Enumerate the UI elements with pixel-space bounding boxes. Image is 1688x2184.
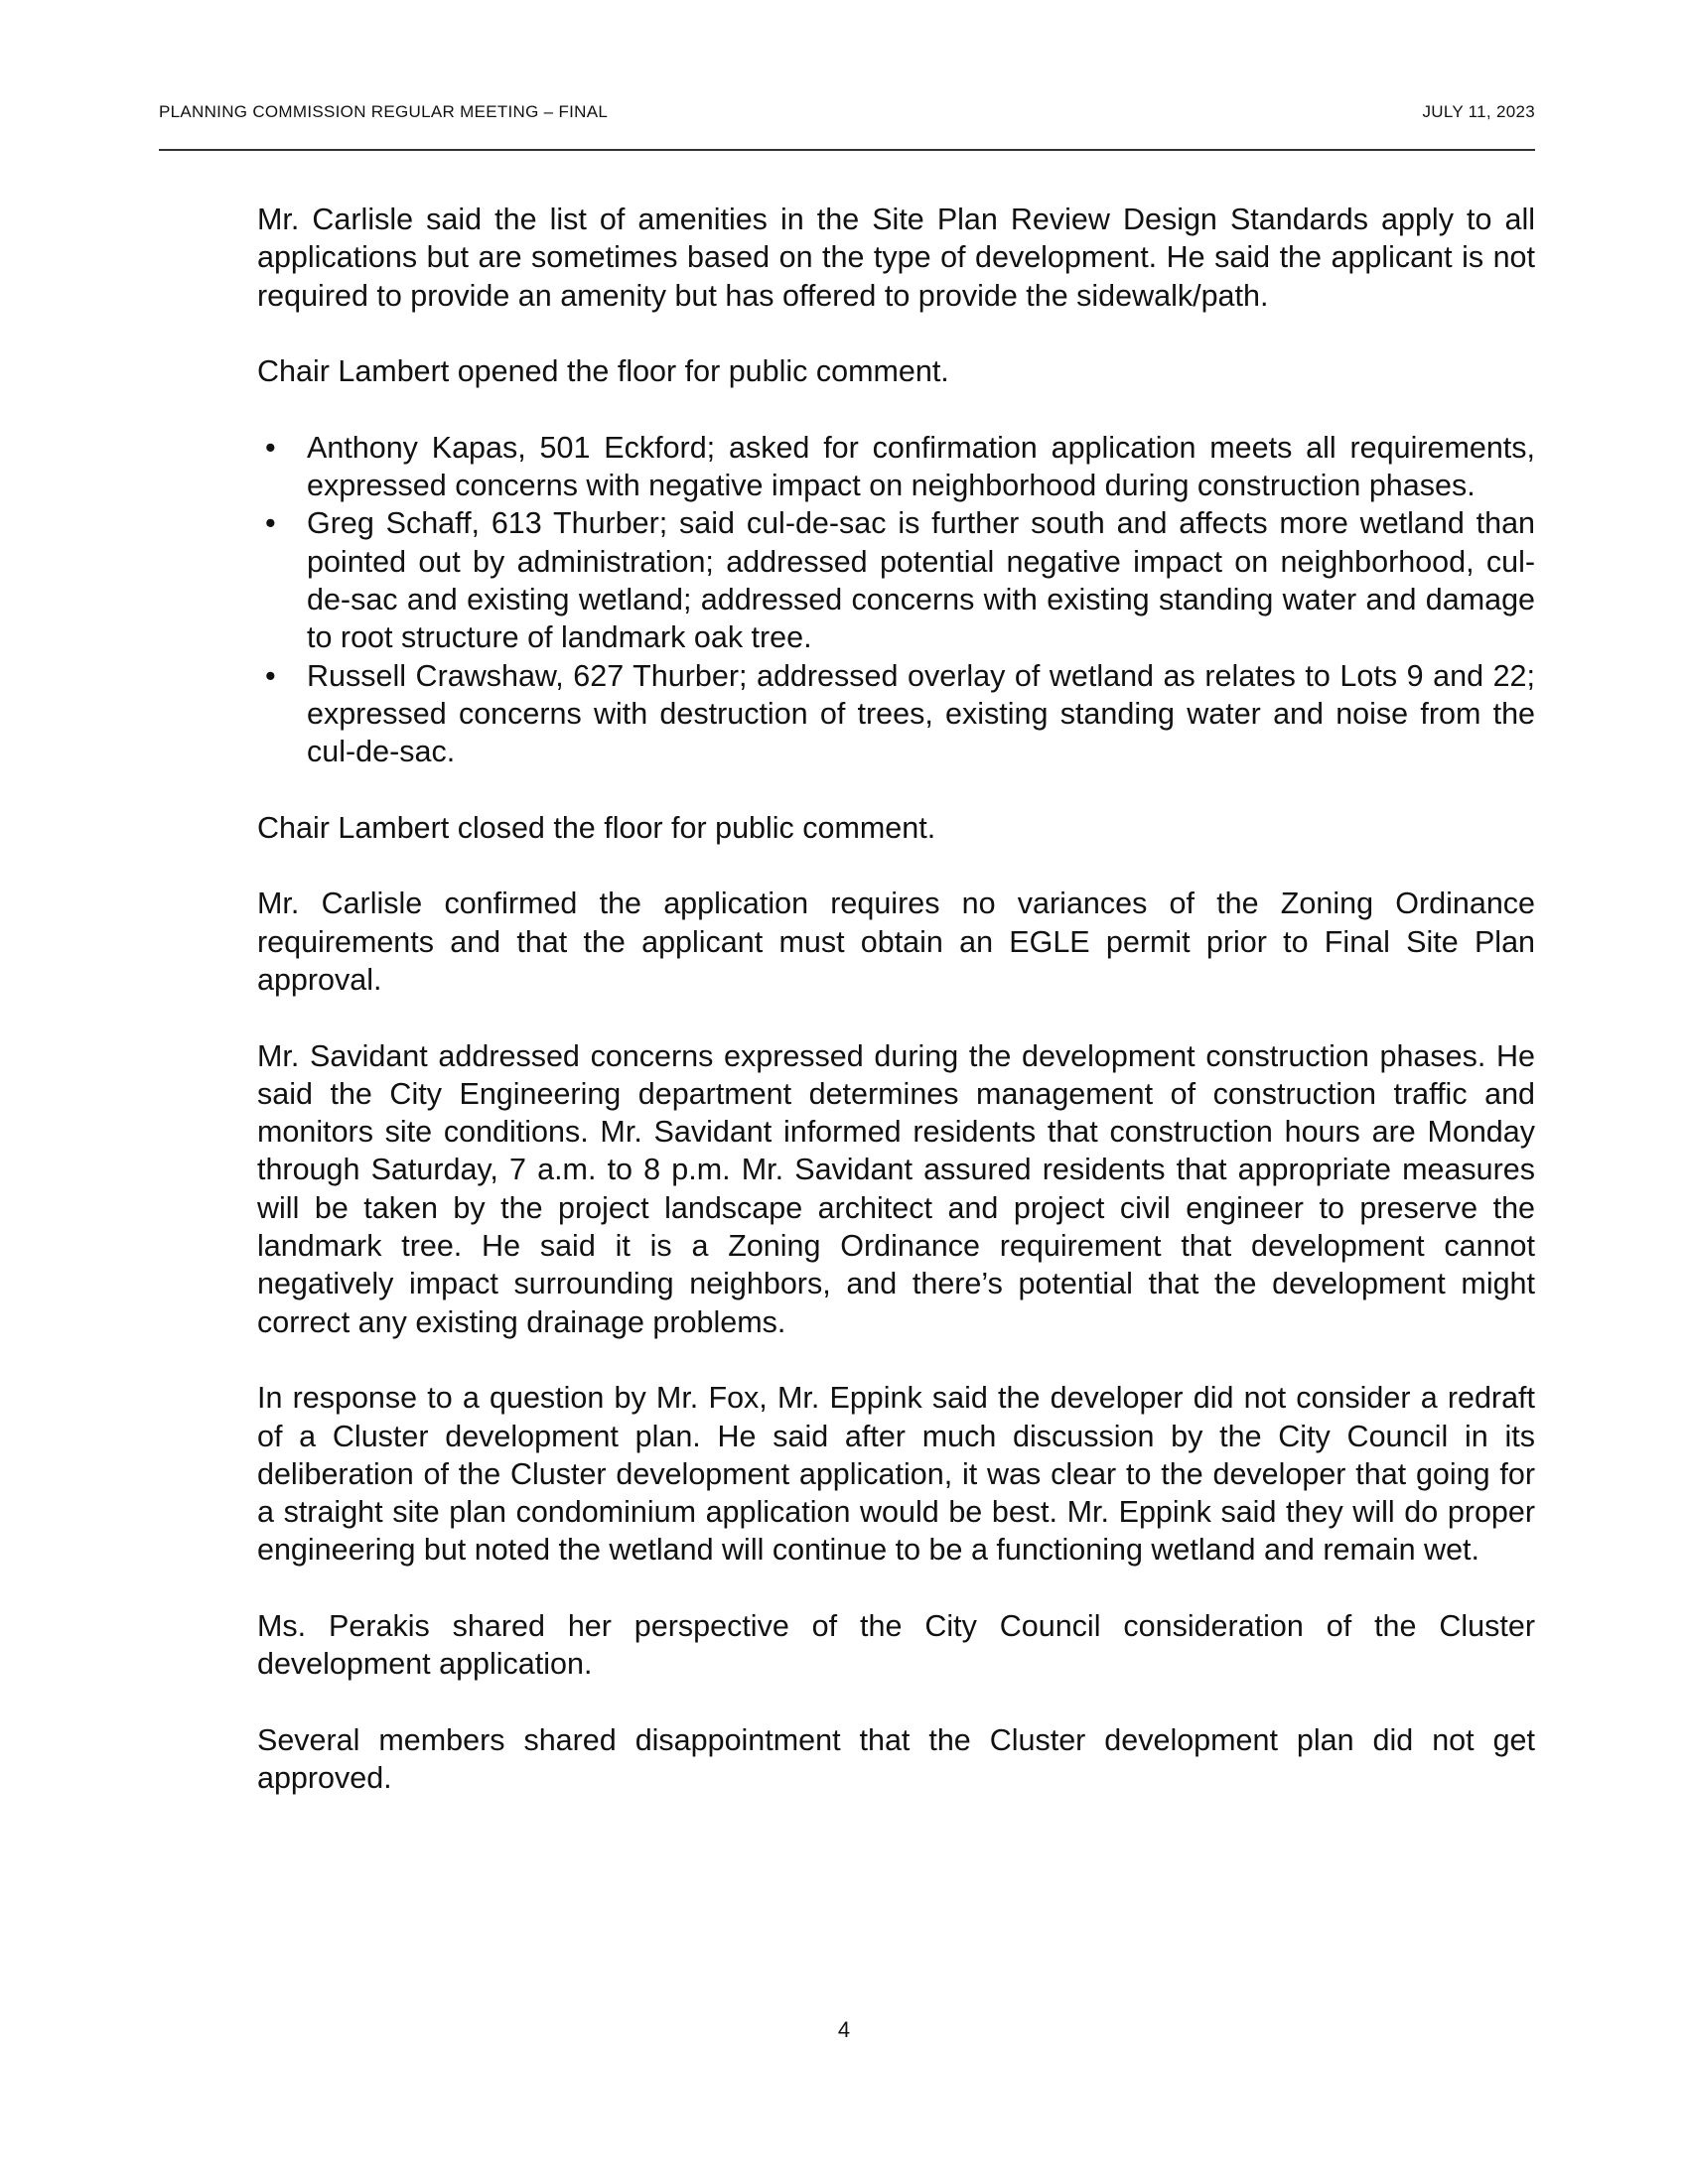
paragraph-cluster-redraft: In response to a question by Mr. Fox, Mr. Eppink said the developer did not consider a redraft of a Cluster development plan. He said after much discussion by the City Council in its deliberation of the Cluster development application, it was clear to the developer that going for a straight site plan condominium application would be best. Mr. Eppink said they will do proper engineering but noted the wetland will continue to be a functioning wetland and remain wet. [257,1381,1535,1568]
public-comment-list [257,429,1535,771]
paragraph-council-perspective: Ms. Perakis shared her perspective of the City Council consideration of the Cluster development application. [257,1608,1535,1682]
header-divider [159,149,1535,151]
header-date: JULY 11, 2023 [1422,102,1535,121]
list-item [257,657,1535,771]
paragraph-disappointment: Several members shared disappointment that the Cluster development plan did not get approved. [257,1722,1535,1796]
list-item-text: Russell Crawshaw, 627 Thurber; addressed overlay of wetland as relates to Lots 9 and 22; expressed concerns with destruction of trees, existing standing water and noise from the cul-de-sac. [307,658,1535,769]
paragraph-public-comment-closed: Chair Lambert closed the floor for public comment. [257,810,936,845]
page-header [159,102,1535,122]
paragraph-public-comment-opened: Chair Lambert opened the floor for public comment. [257,354,949,389]
list-item-text: Greg Schaff, 613 Thurber; said cul-de-sac is further south and affects more wetland than pointed out by administration; addressed potential negative impact on neighborhood, cul-de-sac and existing wetland; addressed concerns with existing standing water and damage to root structure of landmark oak tree. [307,506,1535,655]
paragraph-construction-concerns: Mr. Savidant addressed concerns expressed during the development construction phases. He said the City Engineering department determines management of construction traffic and monitors site conditions. Mr. Savidant informed residents that construction hours are Monday through Saturday, 7 a.m. to 8 p.m. Mr. Savidant assured residents that appropriate measures will be taken by the project landscape architect and project civil engineer to preserve the landmark tree. He said it is a Zoning Ordinance requirement that development cannot negatively impact surrounding neighbors, and there’s potential that the development might correct any existing drainage problems. [257,1038,1535,1339]
minutes-body [257,201,1535,1836]
page-number: 4 [837,2017,851,2042]
paragraph-amenities: Mr. Carlisle said the list of amenities in the Site Plan Review Design Standards apply to all applications but are sometimes based on the type of development. He said the applicant is not required to provide an amenity but has offered to provide the sidewalk/path. [257,203,1535,313]
list-item-text: Anthony Kapas, 501 Eckford; asked for confirmation application meets all requirements, expressed concerns with negative impact on neighborhood during construction phases. [307,430,1535,503]
bullet-icon: • [265,658,276,693]
paragraph-variances: Mr. Carlisle confirmed the application requires no variances of the Zoning Ordinance requirements and that the applicant must obtain an EGLE permit prior to Final Site Plan approval. [257,887,1535,997]
list-item [257,504,1535,656]
list-item [257,429,1535,505]
bullet-icon: • [265,430,276,465]
bullet-icon: • [265,506,276,541]
header-meeting-title: PLANNING COMMISSION REGULAR MEETING – FINAL [159,102,609,121]
